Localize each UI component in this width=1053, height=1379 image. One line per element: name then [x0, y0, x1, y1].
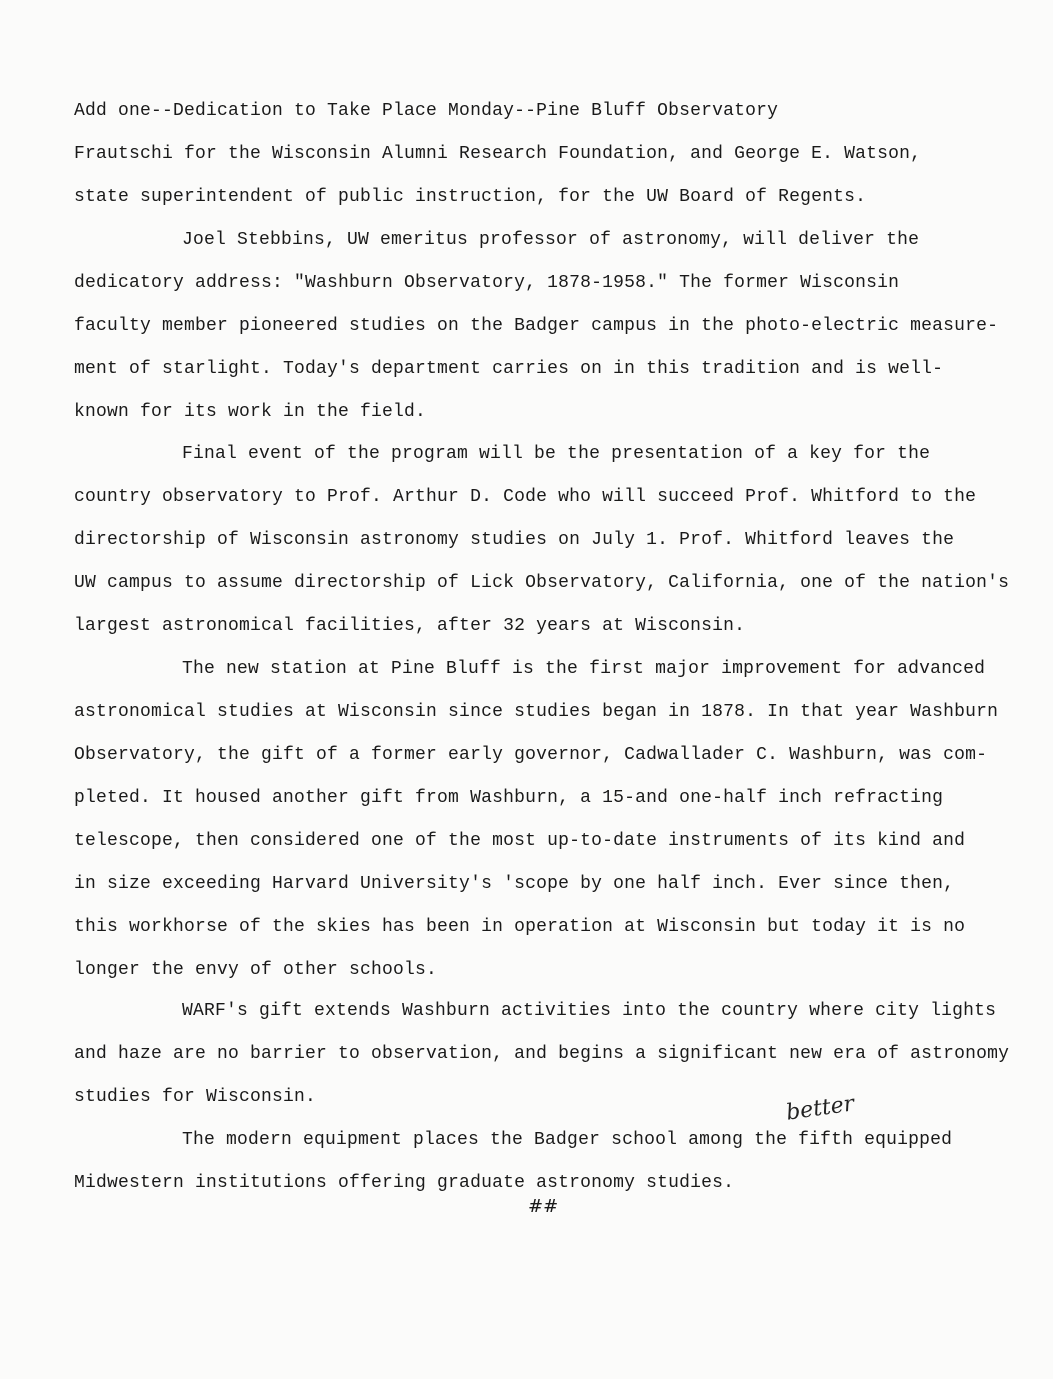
- text-line: longer the envy of other schools.: [74, 960, 438, 980]
- header-line: Add one--Dedication to Take Place Monday--Pine Bluff Observatory: [74, 101, 779, 121]
- text-line: The modern equipment places the Badger school among the fifth equipped: [182, 1130, 953, 1150]
- text-line: Final event of the program will be the presentation of a key for the: [182, 444, 931, 464]
- text-line: in size exceeding Harvard University's 'scope by one half inch. Ever since then,: [74, 874, 955, 894]
- text-line: country observatory to Prof. Arthur D. Code who will succeed Prof. Whitford to the: [74, 487, 977, 507]
- text-line: UW campus to assume directorship of Lick Observatory, California, one of the nation's: [74, 573, 1010, 593]
- text-line: and haze are no barrier to observation, and begins a significant new era of astronomy: [74, 1044, 1010, 1064]
- text-line: largest astronomical facilities, after 32 years at Wisconsin.: [74, 616, 746, 636]
- text-line: The new station at Pine Bluff is the first major improvement for advanced: [182, 659, 986, 679]
- end-mark: ##: [528, 1196, 559, 1217]
- text-line: telescope, then considered one of the most up-to-date instruments of its kind and: [74, 831, 966, 851]
- text-line: Frautschi for the Wisconsin Alumni Research Foundation, and George E. Watson,: [74, 144, 922, 164]
- text-line: dedicatory address: "Washburn Observatory, 1878-1958." The former Wisconsin: [74, 273, 900, 293]
- text-line: pleted. It housed another gift from Washburn, a 15-and one-half inch refracting: [74, 788, 944, 808]
- text-line: studies for Wisconsin.: [74, 1087, 317, 1107]
- text-line: faculty member pioneered studies on the Badger campus in the photo-electric measure-: [74, 316, 999, 336]
- text-line: ment of starlight. Today's department carries on in this tradition and is well-: [74, 359, 944, 379]
- text-line: Joel Stebbins, UW emeritus professor of astronomy, will deliver the: [182, 230, 920, 250]
- text-line: Midwestern institutions offering graduate astronomy studies.: [74, 1173, 735, 1193]
- text-line: WARF's gift extends Washburn activities into the country where city lights: [182, 1001, 997, 1021]
- text-line: Observatory, the gift of a former early governor, Cadwallader C. Washburn, was com-: [74, 745, 988, 765]
- text-line: this workhorse of the skies has been in operation at Wisconsin but today it is no: [74, 917, 966, 937]
- handwritten-annotation: better: [784, 1091, 856, 1126]
- text-line: astronomical studies at Wisconsin since studies began in 1878. In that year Washburn: [74, 702, 999, 722]
- text-line: directorship of Wisconsin astronomy studies on July 1. Prof. Whitford leaves the: [74, 530, 955, 550]
- text-line: known for its work in the field.: [74, 402, 427, 422]
- text-line: state superintendent of public instruction, for the UW Board of Regents.: [74, 187, 867, 207]
